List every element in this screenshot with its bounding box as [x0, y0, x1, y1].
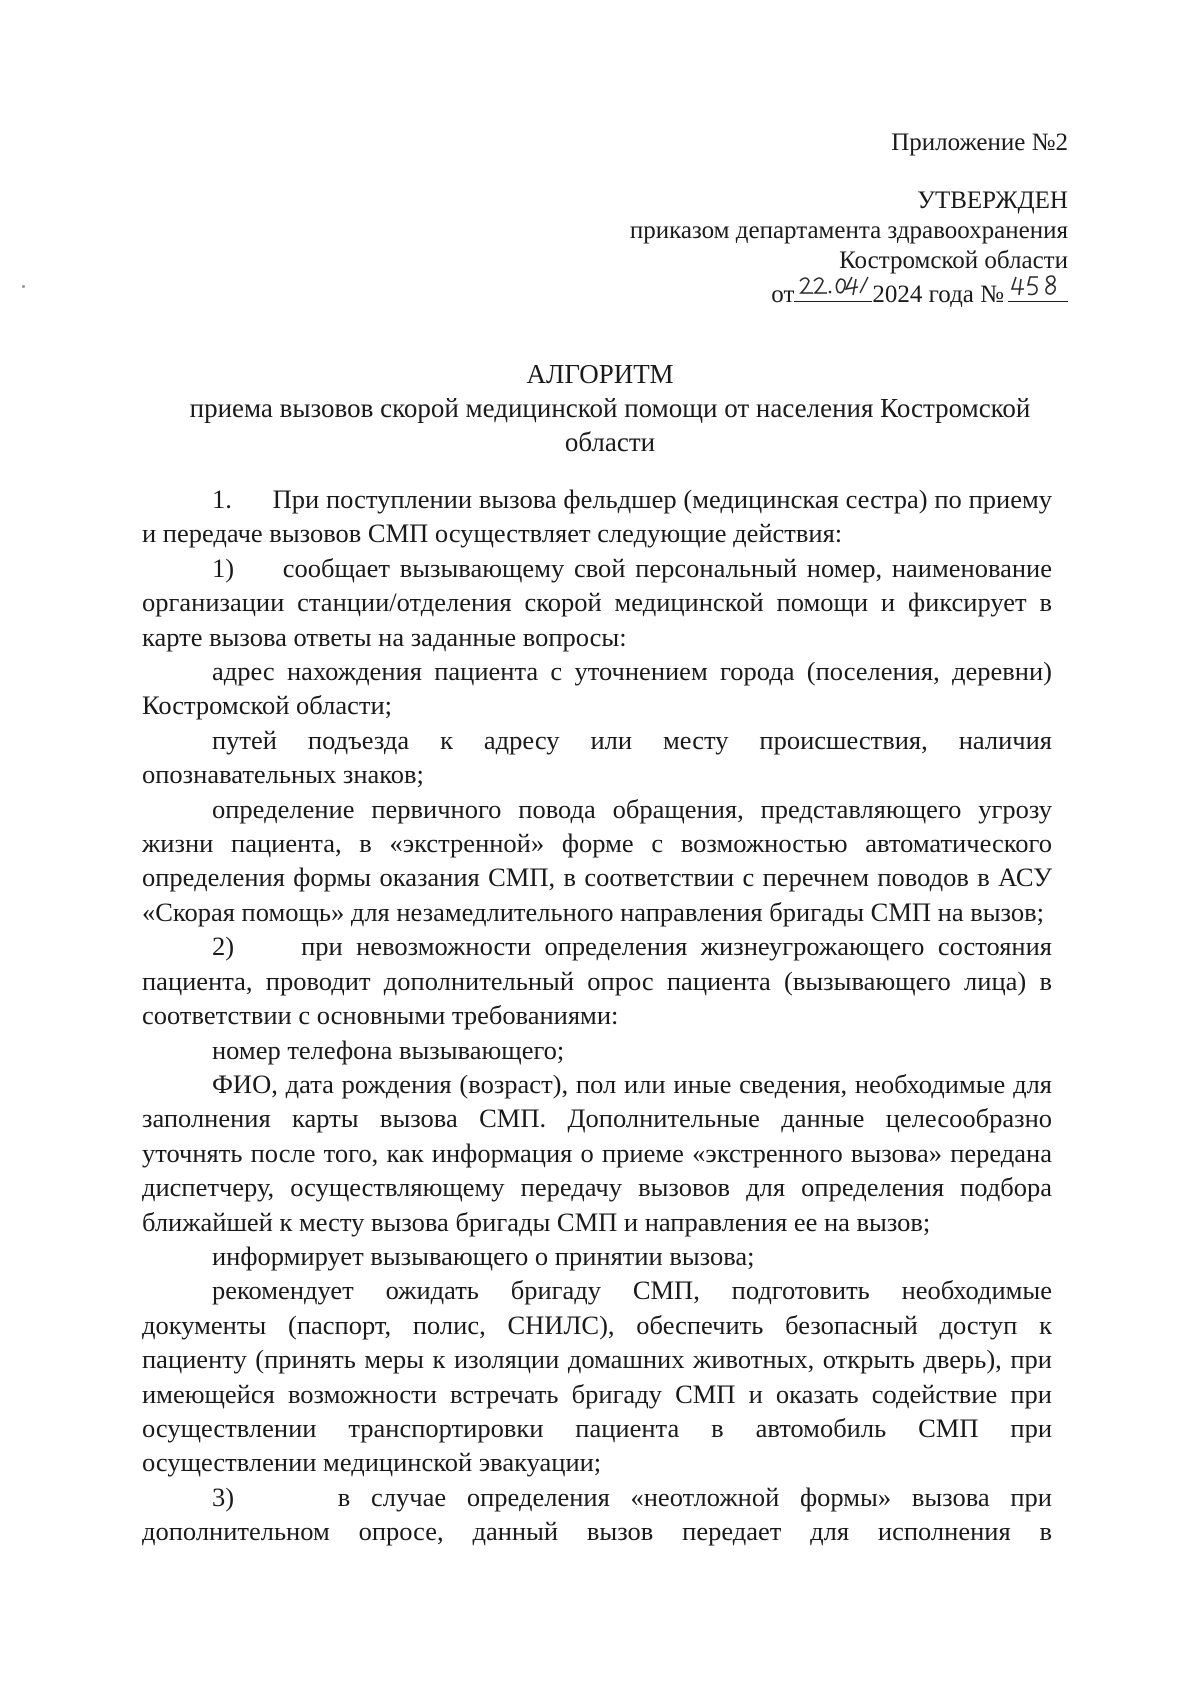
- document-subtitle: приема вызовов скорой медицинской помощи от населения Костромской области: [189, 393, 1031, 457]
- paragraph-phone: номер телефона вызывающего;: [212, 1034, 565, 1065]
- handwritten-number: [1008, 275, 1068, 302]
- date-suffix: 2024 года №: [872, 281, 1004, 308]
- paragraph-personal-data: ФИО, дата рождения (возраст), пол или иные сведения, необходимые для заполнения карты вызова СМП. Дополнительные данные целесообразно уточнять после того, как информация о приеме «экстренного вызова» передана диспетчеру, осуществляющему передачу вызовов для определения подбора ближайшей к месту вызова бригады СМП и направления ее на вызов;: [142, 1068, 1052, 1237]
- handwritten-date-signature: [794, 271, 872, 301]
- paragraph-subitem-1: 1) сообщает вызывающему свой персональный номер, наименование организации станции/отделения скорой медицинской помощи и фиксирует в карте вызова ответы на заданные вопросы:: [142, 552, 1052, 652]
- date-prefix: от: [771, 281, 795, 308]
- paragraph-access-routes: путей подъезда к адресу или месту происшествия, наличия опознавательных знаков;: [142, 724, 1052, 790]
- paragraph-recommends: рекомендует ожидать бригаду СМП, подготовить необходимые документы (паспорт, полис, СНИЛС), обеспечить безопасный доступ к пациенту (принять меры к изоляции домашних животных, открыть дверь), при имеющейся возможности встречать бригаду СМП и оказать содействие при осуществлении транспортировки пациента в автомобиль СМП при осуществлении медицинской эвакуации;: [142, 1275, 1052, 1478]
- scan-speck: [22, 285, 25, 288]
- order-line-2: Костромской области: [839, 247, 1068, 274]
- order-date-line: [771, 275, 1068, 310]
- appendix-label: Приложение №2: [891, 129, 1068, 156]
- paragraph-subitem-3: 3) в случае определения «неотложной формы» вызова при дополнительном опросе, данный вызов передает для исполнения в: [142, 1481, 1052, 1547]
- order-line-1: приказом департамента здравоохранения: [629, 217, 1068, 244]
- approved-label: УТВЕРЖДЕН: [917, 187, 1068, 214]
- paragraph-address: адрес нахождения пациента с уточнением города (поселения, деревни) Костромской области;: [142, 656, 1052, 721]
- document-title: АЛГОРИТМ: [526, 359, 674, 389]
- paragraph-subitem-2: 2) при невозможности определения жизнеугрожающего состояния пациента, проводит дополнительный опрос пациента (вызывающего лица) в соответствии с основными требованиями:: [142, 931, 1052, 1031]
- handwritten-date: [794, 275, 872, 302]
- handwritten-number-signature: [1008, 271, 1068, 301]
- paragraph-item-1: 1. При поступлении вызова фельдшер (медицинская сестра) по приему и передаче вызовов СМП осуществляет следующие действия:: [142, 484, 1052, 549]
- paragraph-primary-reason: определение первичного повода обращения, представляющего угрозу жизни пациента, в «экстренной» форме с возможностью автоматического определения формы оказания СМП, в соответствии с перечнем поводов в АСУ «Скорая помощь» для незамедлительного направления бригады СМП на вызов;: [142, 793, 1052, 927]
- paragraph-informs: информирует вызывающего о принятии вызова;: [212, 1240, 755, 1271]
- document-body: [142, 482, 1052, 1549]
